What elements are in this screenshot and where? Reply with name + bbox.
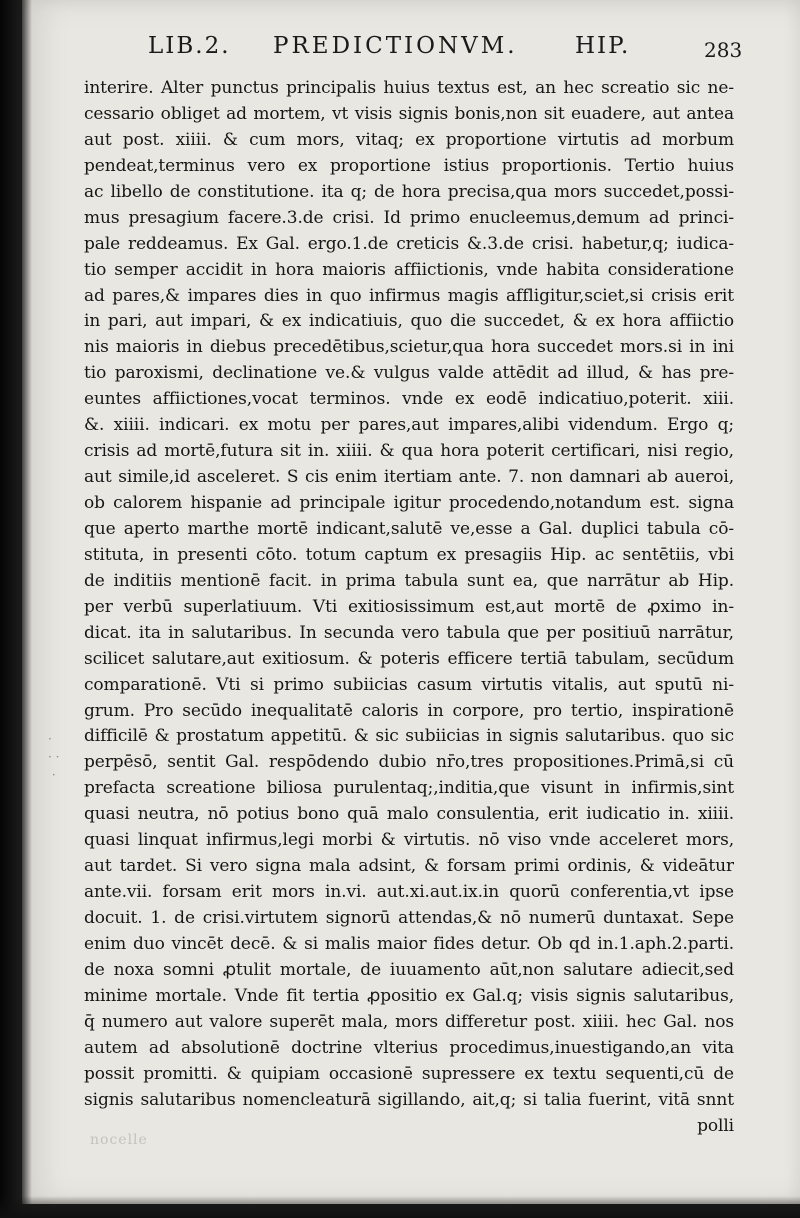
- text-line: perpēsō, sentit Gal. respōdendo dubio nr̄o,tres propositiones.Primā,si cū: [84, 752, 734, 773]
- running-head-title: PREDICTIONVM.: [273, 33, 518, 59]
- running-head-author: HIP.: [575, 33, 631, 59]
- text-line: ante.vii. forsam erit mors in.vi. aut.xi.aut.ix.in quorū conferentia,vt ipse: [84, 882, 734, 903]
- text-line: scilicet salutare,aut exitiosum. & poteris efficere tertiā tabulam, secūdum: [84, 648, 734, 669]
- text-line: mus presagium facere.3.de crisi. Id primo enucleemus,demum ad princi-: [84, 207, 734, 228]
- text-line: quasi linquat infirmus,legi morbi & virtutis. nō viso vnde acceleret mors,: [84, 830, 734, 851]
- text-line: pale reddeamus. Ex Gal. ergo.1.de creticis &.3.de crisi. habetur,q; iudica-: [84, 233, 734, 254]
- text-line: crisis ad mortē,futura sit in. xiiii. & qua hora poterit certificari, nisi regio,: [84, 441, 734, 462]
- text-line: quasi neutra, nō potius bono quā malo consulentia, erit iudicatio in. xiiii.: [84, 804, 734, 825]
- text-line: nis maioris in diebus precedētibus,scietur,qua hora succedet mors.si in ini: [84, 337, 734, 358]
- page-number: 283: [704, 38, 743, 62]
- margin-marks: · · · ·: [48, 732, 60, 782]
- text-line: dicat. ita in salutaribus. In secunda vero tabula que per positiuū narrātur,: [84, 622, 734, 643]
- text-line: &. xiiii. indicari. ex motu per pares,aut impares,alibi videndum. Ergo q;: [84, 415, 734, 436]
- body-text: [84, 76, 734, 1139]
- text-line: possit promitti. & quipiam occasionē supressere ex textu sequenti,cū de: [84, 1063, 734, 1084]
- text-line: aut simile,id asceleret. S cis enim itertiam ante. 7. non damnari ab aueroi,: [84, 467, 734, 488]
- text-line: difficilē & prostatum appetitū. & sic subiicias in signis salutaribus. quo sic: [84, 726, 734, 747]
- show-through-text: nocelle: [90, 1132, 148, 1148]
- text-line: tio semper accidit in hora maioris affiictionis, vnde habita consideratione: [84, 259, 734, 280]
- text-line: grum. Pro secūdo inequalitatē caloris in corpore, pro tertio, inspirationē: [84, 700, 734, 721]
- text-line: signis salutaribus nomencleaturā sigillando, ait,q; si talia fuerint, vitā snnt: [84, 1089, 734, 1110]
- text-line: ac libello de constitutione. ita q; de hora precisa,qua mors succedet,possi-: [84, 181, 734, 202]
- text-line: q̄ numero aut valore superēt mala, mors differetur post. xiiii. hec Gal. nos: [84, 1011, 734, 1032]
- text-line: de noxa somni ꝓtulit mortale, de iuuamento aūt,non salutare adiecit,sed: [84, 959, 734, 980]
- running-head-book: LIB.2.: [148, 33, 231, 59]
- running-head: [22, 28, 800, 68]
- text-line: que aperto marthe mortē indicant,salutē ve,esse a Gal. duplici tabula cō-: [84, 518, 734, 539]
- text-line: stituta, in presenti cōto. totum captum ex presagiis Hip. ac sentētiis, vbi: [84, 544, 734, 565]
- catchword: polli: [697, 1115, 734, 1136]
- text-line: ob calorem hispanie ad principale igitur procedendo,notandum est. signa: [84, 493, 734, 513]
- text-line: aut tardet. Si vero signa mala adsint, & forsam primi ordinis, & videātur: [84, 856, 734, 877]
- text-line: prefacta screatione biliosa purulentaq;,inditia,que visunt in infirmis,sint: [84, 778, 734, 799]
- text-line: per verbū superlatiuum. Vti exitiosissimum est,aut mortē de ꝓximo in-: [84, 596, 734, 617]
- bottom-shadow: [0, 1196, 800, 1218]
- text-line: ad pares,& impares dies in quo infirmus magis affligitur,sciet,si crisis erit: [84, 285, 734, 306]
- text-line: interire. Alter punctus principalis huius textus est, an hec screatio sic ne-: [84, 78, 734, 98]
- text-line: tio paroxismi, declinatione ve.& vulgus valde attēdit ad illud, & has pre-: [84, 363, 734, 384]
- text-line: euntes affiictiones,vocat terminos. vnde ex eodē indicatiuo,poterit. xiii.: [84, 389, 734, 410]
- text-line: in pari, aut impari, & ex indicatiuis, quo die succedet, & ex hora affiictio: [84, 311, 734, 332]
- text-line: comparationē. Vti si primo subiicias casum virtutis vitalis, aut sputū ni-: [84, 674, 734, 695]
- text-line: de inditiis mentionē facit. in prima tabula sunt ea, que narrātur ab Hip.: [84, 570, 734, 591]
- text-line: aut post. xiiii. & cum mors, vitaq; ex proportione virtutis ad morbum: [84, 129, 734, 150]
- text-line: cessario obliget ad mortem, vt visis signis bonis,non sit euadere, aut antea: [84, 103, 734, 124]
- text-line: minime mortale. Vnde fit tertia ꝓpositio ex Gal.q; visis signis salutaribus,: [84, 985, 734, 1006]
- book-page: [22, 0, 800, 1204]
- text-line: pendeat,terminus vero ex proportione istius proportionis. Tertio huius: [84, 155, 734, 176]
- text-line: autem ad absolutionē doctrine vlterius procedimus,inuestigando,an vita: [84, 1037, 734, 1058]
- text-line: enim duo vincēt decē. & si malis maior fides detur. Ob qd in.1.aph.2.parti.: [84, 933, 734, 954]
- text-line: docuit. 1. de crisi.virtutem signorū attendas,& nō numerū duntaxat. Sepe: [84, 908, 734, 928]
